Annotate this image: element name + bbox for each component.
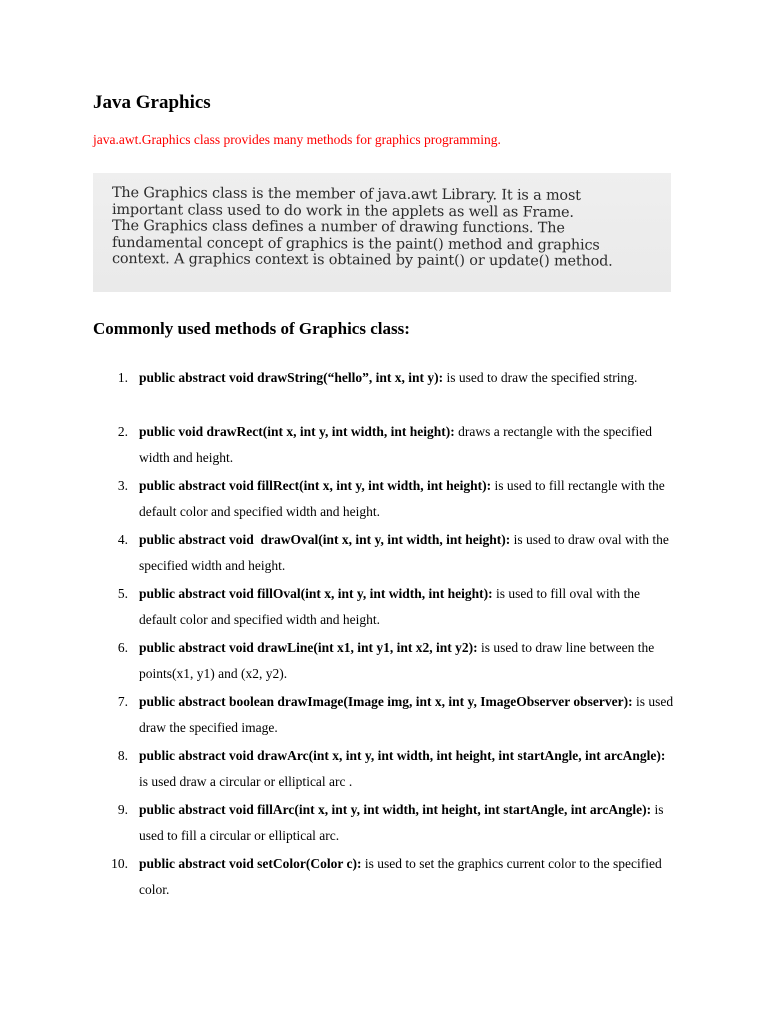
method-signature: public abstract boolean drawImage(Image img, int x, int y, ImageObserver observer): bbox=[139, 694, 633, 709]
list-item-number: 5. bbox=[117, 586, 128, 601]
list-item bbox=[0, 365, 768, 419]
list-item-text bbox=[139, 419, 677, 470]
method-description: is used to draw line between the points(x1, y1) and (x2, y2). bbox=[139, 640, 655, 681]
method-signature: public void drawRect(int x, int y, int width, int height): bbox=[139, 424, 455, 439]
list-item bbox=[0, 419, 768, 473]
scanned-excerpt-line: context. A graphics context is obtained by paint() or update() method. bbox=[111, 251, 613, 270]
scanned-excerpt-image bbox=[93, 173, 671, 292]
list-item-number: 7. bbox=[117, 694, 128, 709]
list-item-number: 1. bbox=[117, 370, 128, 385]
intro-text: java.awt.Graphics class provides many methods for graphics programming. bbox=[93, 132, 501, 147]
page-title: Java Graphics bbox=[93, 92, 211, 113]
list-item bbox=[0, 527, 768, 581]
list-item bbox=[0, 689, 768, 743]
list-item-number: 6. bbox=[117, 640, 128, 655]
list-item-text bbox=[139, 797, 677, 848]
section-heading: Commonly used methods of Graphics class: bbox=[93, 319, 410, 338]
list-item-text bbox=[139, 689, 677, 740]
list-item-text bbox=[139, 743, 677, 794]
scanned-excerpt-line: fundamental concept of graphics is the paint() method and graphics bbox=[111, 234, 600, 254]
method-signature: public abstract void setColor(Color c): bbox=[139, 856, 362, 871]
scanned-excerpt-line: The Graphics class defines a number of drawing functions. The bbox=[111, 218, 565, 237]
method-signature: public abstract void drawArc(int x, int y, int width, int height, int startAngle, int arcAngle): bbox=[139, 748, 666, 763]
method-description: is used draw the specified image. bbox=[139, 694, 674, 735]
list-item-number: 9. bbox=[117, 802, 128, 817]
method-description: is used draw a circular or elliptical arc . bbox=[139, 773, 353, 789]
method-description: is used to draw the specified string. bbox=[443, 370, 638, 385]
list-item-number: 8. bbox=[117, 748, 128, 763]
method-description: is used to fill rectangle with the default color and specified width and height. bbox=[139, 478, 665, 519]
list-item-text bbox=[139, 851, 677, 902]
method-signature: public abstract void fillOval(int x, int y, int width, int height): bbox=[139, 586, 493, 601]
list-item-text bbox=[139, 635, 677, 686]
list-item-text bbox=[139, 581, 677, 632]
list-item bbox=[0, 581, 768, 635]
methods-list bbox=[0, 365, 768, 905]
method-signature: public abstract void fillRect(int x, int y, int width, int height): bbox=[139, 478, 492, 493]
list-item-number: 10. bbox=[111, 856, 128, 871]
list-item bbox=[0, 635, 768, 689]
list-item-text bbox=[139, 365, 677, 391]
method-signature: public abstract void drawString(“hello”, int x, int y): bbox=[139, 370, 444, 385]
method-description: is used to fill oval with the default color and specified width and height. bbox=[139, 586, 641, 627]
method-description: is used to set the graphics current color to the specified color. bbox=[139, 856, 662, 897]
scanned-excerpt-line: The Graphics class is the member of java.awt Library. It is a most bbox=[111, 185, 581, 204]
method-signature: public abstract void drawLine(int x1, int y1, int x2, int y2): bbox=[139, 640, 478, 655]
list-item-number: 3. bbox=[117, 478, 128, 493]
method-signature: public abstract void fillArc(int x, int y, int width, int height, int startAngle, int arcAngle): bbox=[139, 802, 652, 817]
list-item-number: 4. bbox=[117, 532, 128, 547]
list-item bbox=[0, 797, 768, 851]
list-item-text bbox=[139, 527, 677, 578]
list-item bbox=[0, 473, 768, 527]
list-item-number: 2. bbox=[117, 424, 128, 439]
method-signature: public abstract void drawOval(int x, int y, int width, int height): bbox=[139, 532, 511, 547]
list-item-text bbox=[139, 473, 677, 524]
scanned-excerpt-line: important class used to do work in the applets as well as Frame. bbox=[111, 201, 574, 221]
method-description: is used to draw oval with the specified width and height. bbox=[139, 532, 673, 573]
list-item bbox=[0, 851, 768, 905]
method-description: draws a rectangle with the specified width and height. bbox=[139, 424, 652, 465]
list-item bbox=[0, 743, 768, 797]
method-description: is used to fill a circular or elliptical arc. bbox=[139, 802, 664, 843]
